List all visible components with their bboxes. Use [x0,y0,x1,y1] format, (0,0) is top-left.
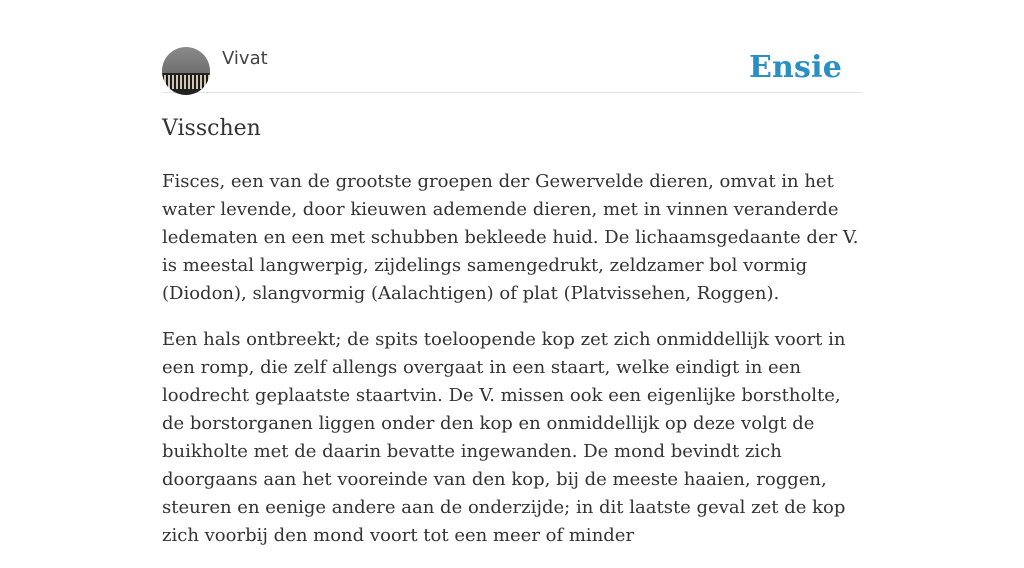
brand-logo[interactable]: Ensie [748,50,842,85]
page-title: Visschen [162,116,261,141]
paragraph: Fisces, een van de grootste groepen der Gewervelde dieren, omvat in het water levende, door kieuwen ademende dieren, met in vinnen veranderde ledematen en een met schubben bekleede huid. De lichaamsgedaante der V. is meestal langwerpig, zijdelings samengedrukt, zeldzamer bol vormig (Diodon), slangvormig (Aalachtigen) of plat (Platvissehen, Roggen). [162,171,859,304]
avatar[interactable] [162,47,210,95]
header [162,46,862,93]
paragraph: Een hals ontbreekt; de spits toeloopende kop zet zich onmiddellijk voort in een romp, die zelf allengs overgaat in een staart, welke eindigt in een loodrecht geplaatste staartvin. De V. missen ook een eigenlijke borstholte, de borstorganen liggen onder den kop en onmiddellijk op deze volgt de buikholte met de daarin bevatte ingewanden. De mond bevindt zich doorgaans aan het vooreinde van den kop, bij de meeste haaien, roggen, steuren en eenige andere aan de onderzijde; in dit laatste geval zet de kop zich voorbij den mond voort tot een meer of minder [162,329,846,546]
author-name[interactable]: Vivat [222,48,268,69]
article-body [162,168,864,568]
